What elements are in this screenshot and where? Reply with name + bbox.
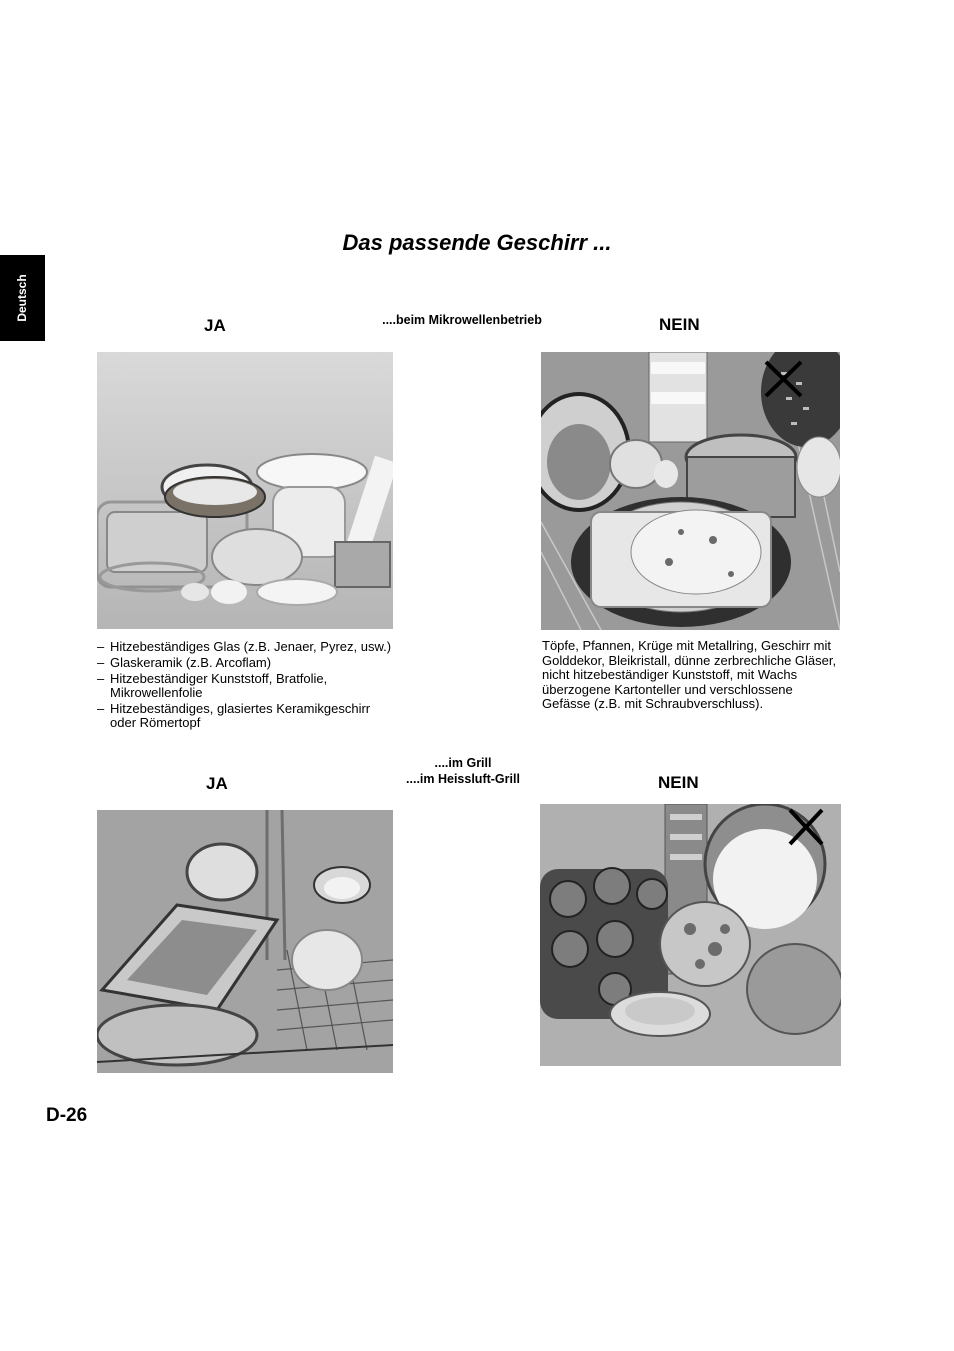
grill-nein-label: NEIN — [658, 773, 699, 792]
page-number: D-26 — [46, 1105, 88, 1126]
language-tab-label: Deutsch — [15, 274, 29, 322]
list-item: – Hitzebeständiger Kunststoff, Bratfolie, Mikrowellenfolie — [97, 672, 397, 700]
language-tab — [0, 255, 45, 341]
grill-ja-photo — [97, 810, 393, 1073]
page-title: Das passende Geschirr ... — [342, 230, 612, 255]
microwave-nein-text: Töpfe, Pfannen, Krüge mit Metallring, Geschirr mit Golddekor, Bleikristall, dünne zerbrechliche Gläser, nicht hitzebeständiger Kunststoff, mit Wachs überzogene Kartonteller und verschlossene Gefässe (z.B. mit Schraubverschluss). — [542, 638, 837, 711]
list-item: – Hitzebeständiges, glasiertes Keramikgeschirr oder Römertopf — [97, 702, 397, 730]
grill-caption-1: ....im Grill — [434, 756, 492, 770]
microwave-nein-photo — [541, 352, 840, 630]
microwave-caption: ....beim Mikrowellenbetrieb — [382, 313, 542, 327]
grill-nein-photo — [540, 804, 841, 1066]
list-item: – Glaskeramik (z.B. Arcoflam) — [97, 656, 397, 670]
grill-caption-2: ....im Heissluft-Grill — [406, 772, 520, 786]
microwave-ja-list — [97, 640, 397, 732]
microwave-ja-photo — [97, 352, 393, 629]
microwave-ja-label: JA — [204, 316, 226, 335]
microwave-nein-label: NEIN — [659, 315, 700, 334]
list-item: – Hitzebeständiges Glas (z.B. Jenaer, Pyrez, usw.) — [97, 640, 397, 654]
grill-ja-label: JA — [206, 774, 228, 793]
